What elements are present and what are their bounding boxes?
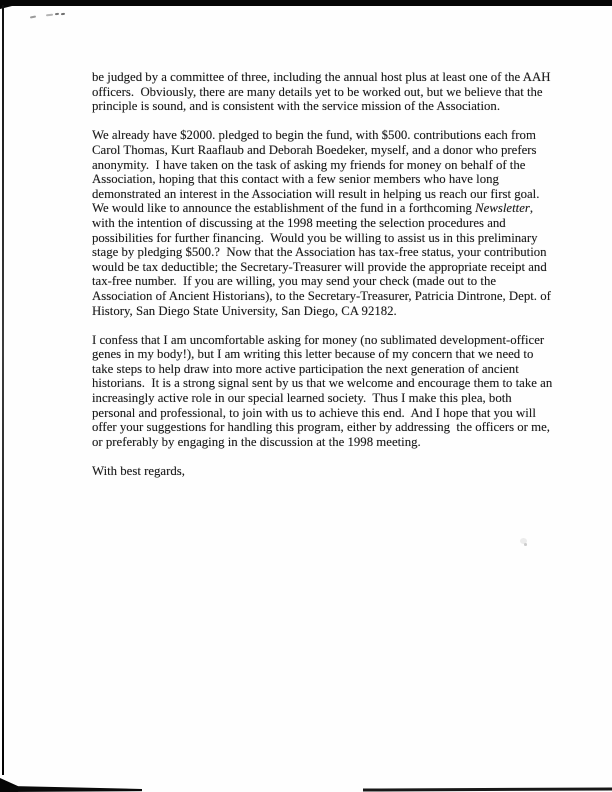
letter-line: would be tax deductible; the Secretary-Treasurer will provide the appropriate receipt and — [92, 259, 547, 274]
letter-line: officers. Obviously, there are many details yet to be worked out, but we believe that the — [92, 84, 543, 99]
pencil-mark — [61, 12, 65, 15]
scan-edge-left — [2, 5, 4, 775]
letter-line: With best regards, — [92, 464, 185, 479]
scan-edge-bottom-left-line — [10, 786, 142, 792]
text-segment: , — [529, 201, 534, 216]
letter-line: demonstrated an interest in the Association will result in helping us reach our first goal. — [92, 186, 540, 201]
italic-text: Newsletter — [475, 201, 530, 216]
letter-line: genes in my body!), but I am writing this letter because of my concern that we need to — [92, 347, 534, 362]
letter-line: possibilities for further financing. Would you be willing to assist us in this preliminary — [92, 230, 538, 245]
scan-speck — [524, 543, 527, 546]
letter-paragraph — [92, 128, 551, 318]
letter-line: personal and professional, to join with us to achieve this end. And I hope that you will — [92, 405, 536, 420]
letter-line: increasingly active role in our special learned society. Thus I make this plea, both — [92, 391, 512, 406]
pencil-mark — [55, 13, 59, 16]
letter-line: or preferably by engaging in the discussion at the 1998 meeting. — [92, 434, 421, 449]
scan-edge-bottom-right-line — [363, 787, 612, 791]
pencil-mark — [46, 14, 53, 16]
letter-line: Association, hoping that this contact with a few senior members who have long — [92, 172, 499, 187]
letter-line: Association of Ancient Historians), to the Secretary-Treasurer, Patricia Dintrone, Dept. of — [92, 288, 551, 303]
letter-line: stage by pledging $500.? Now that the Association has tax-free status, your contribution — [92, 245, 547, 260]
letter-line: We already have $2000. pledged to begin the fund, with $500. contributions each from — [92, 128, 536, 143]
scan-edge-top — [0, 0, 612, 6]
letter-line: principle is sound, and is consistent with the service mission of the Association. — [92, 99, 501, 114]
letter-paragraph — [92, 332, 553, 450]
letter-line: be judged by a committee of three, including the annual host plus at least one of the AAH — [92, 70, 551, 84]
letter-line: Carol Thomas, Kurt Raaflaub and Deborah Boedeker, myself, and a donor who prefers — [92, 142, 537, 157]
letter-body — [92, 70, 553, 479]
letter-paragraph — [92, 70, 551, 114]
letter-line: History, San Diego State University, San Diego, CA 92182. — [92, 303, 397, 318]
letter-line: anonymity. I have taken on the task of asking my friends for money on behalf of the — [92, 157, 526, 172]
letter-line: with the intention of discussing at the 1998 meeting the selection procedures and — [92, 215, 506, 230]
letter-line — [92, 201, 544, 216]
letter-line: offer your suggestions for handling this program, either by addressing the officers or me, — [92, 420, 550, 435]
pencil-mark — [30, 15, 36, 18]
letter-paragraph — [92, 464, 544, 479]
letter-line: take steps to help draw into more active participation the next generation of ancient — [92, 361, 519, 376]
letter-line: tax-free number. If you are willing, you may send your check (made out to the — [92, 274, 497, 289]
letter-line: I confess that I am uncomfortable asking for money (no sublimated development-officer — [92, 332, 545, 347]
letter-line: historians. It is a strong signal sent by us that we welcome and encourage them to take an — [92, 376, 553, 391]
text-segment: We would like to announce the establishment of the fund in a forthcoming — [92, 201, 476, 216]
